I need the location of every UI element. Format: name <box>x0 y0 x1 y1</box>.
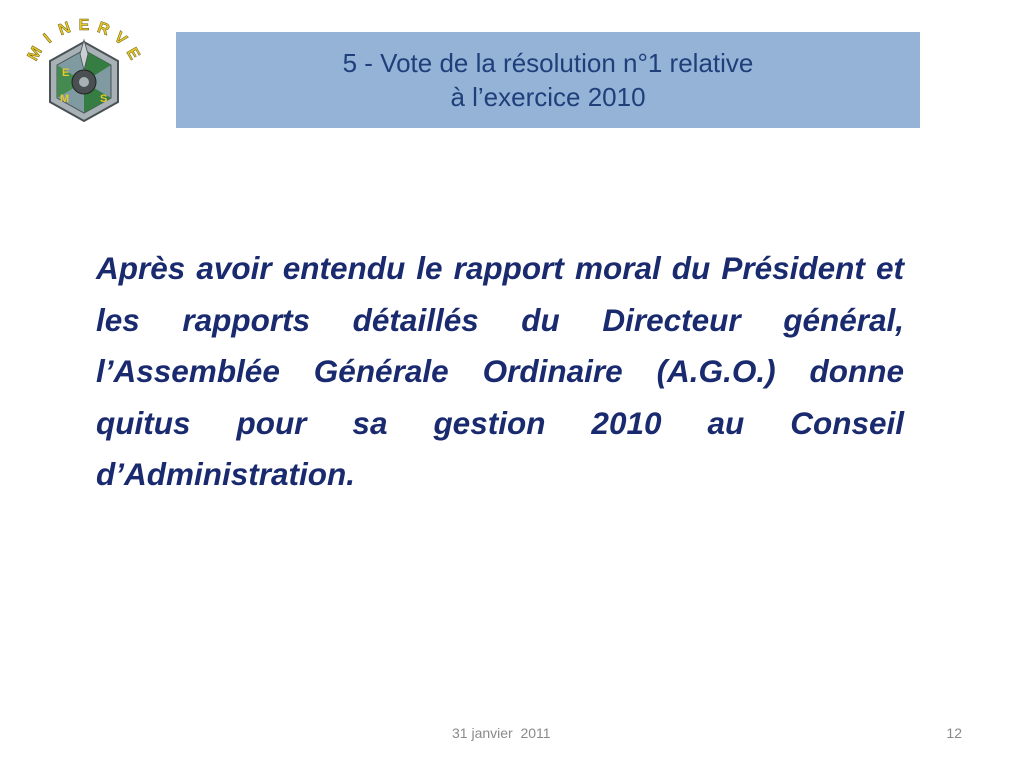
slide-title-line-1: 5 - Vote de la résolution n°1 relative <box>342 48 754 78</box>
logo-arc-letter: M <box>24 43 46 64</box>
logo-letter-m: M <box>60 93 70 105</box>
logo-arc-letter: V <box>110 28 130 49</box>
resolution-paragraph: Après avoir entendu le rapport moral du Président et les rapports détaillés du Directeur général, l’Assemblée Générale Ordinaire (A.G.O.) donne quitus pour sa gestion 2010 au Conseil d’Administration. <box>96 250 904 492</box>
logo-arc-letter: I <box>40 30 55 47</box>
logo-arc-letter: E <box>78 17 90 35</box>
minerve-logo <box>18 10 158 128</box>
logo-arc-letter: R <box>94 19 112 40</box>
logo-arc-letter: N <box>56 19 74 40</box>
page-number: 12 <box>946 725 962 741</box>
logo-arc-letter: E <box>122 44 143 63</box>
logo-letter-s: S <box>100 93 108 105</box>
slide-title-line-2: à l’exercice 2010 <box>450 82 646 112</box>
title-banner <box>176 32 920 128</box>
footer-date: 31 janvier 2011 <box>452 725 551 741</box>
logo-letter-e: E <box>62 67 70 79</box>
